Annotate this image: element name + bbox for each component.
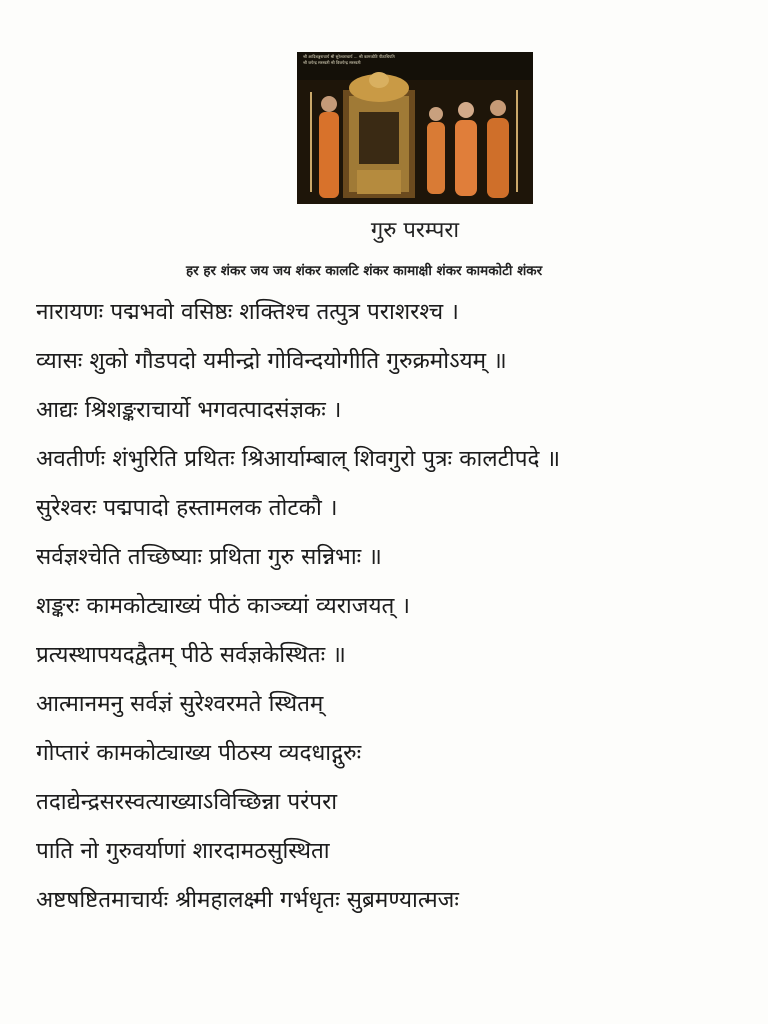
- photo-caption-strip: [297, 52, 533, 82]
- verse-line: शङ्करः कामकोट्याख्यं पीठं काञ्च्यां व्यराजयत् ।: [36, 593, 411, 619]
- verse-line: नारायणः पद्मभवो वसिष्ठः शक्तिश्च तत्पुत्र पराशरश्च ।: [36, 299, 459, 325]
- verse-line: गोप्तारं कामकोट्याख्य पीठस्य व्यदधाद्गुरुः: [36, 740, 362, 766]
- page-title: गुरु परम्परा: [370, 218, 460, 243]
- page-subtitle: हर हर शंकर जय जय शंकर कालटि शंकर कामाक्षी शंकर कामकोटी शंकर: [186, 263, 543, 279]
- photo-caption-line: श्री जयेन्द्र सरस्वती श्री विजयेन्द्र सरस्वती: [303, 60, 361, 65]
- photo-caption-line: श्री आदिशङ्कराचार्य श्री सुरेश्वराचार्य ... श्री कामकोटि पीठाधिपति: [303, 54, 395, 59]
- verse-line: सुरेश्वरः पद्मपादो हस्तामलक तोटकौ ।: [36, 495, 338, 521]
- verse-line: प्रत्यस्थापयदद्वैतम् पीठे सर्वज्ञकेस्थितः ॥: [36, 642, 346, 668]
- verse-line: अष्टषष्टितमाचार्यः श्रीमहालक्ष्मी गर्भधृतः सुब्रमण्यात्मजः: [36, 887, 459, 913]
- verse-line: पाति नो गुरुवर्याणां शारदामठसुस्थिता: [36, 838, 330, 864]
- verse-line: आत्मानमनु सर्वज्ञं सुरेश्वरमते स्थितम्: [36, 691, 324, 717]
- verse-line: व्यासः शुको गौडपदो यमीन्द्रो गोविन्दयोगीति गुरुक्रमोऽयम् ॥: [36, 348, 507, 374]
- guru-photograph: [297, 52, 533, 204]
- verse-line: सर्वज्ञश्चेति तच्छिष्याः प्रथिता गुरु सन्निभाः ॥: [36, 544, 382, 570]
- verse-line: आद्यः श्रिशङ्कराचार्यो भगवत्पादसंज्ञकः ।: [36, 397, 342, 423]
- verse-line: तदाद्येन्द्रसरस्वत्याख्याऽविच्छिन्ना परंपरा: [36, 789, 338, 815]
- verse-line: अवतीर्णः शंभुरिति प्रथितः श्रिआर्याम्बाल् शिवगुरो पुत्रः कालटीपदे ॥: [36, 446, 561, 472]
